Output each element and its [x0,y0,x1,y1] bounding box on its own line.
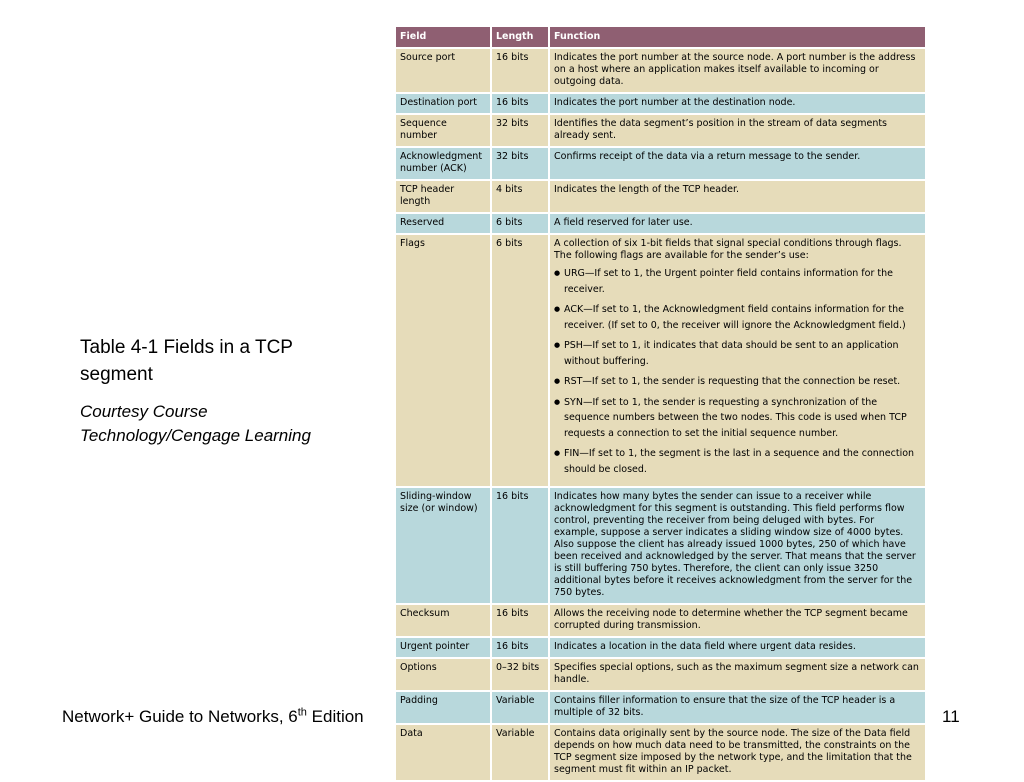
cell-length: 16 bits [492,488,548,603]
caption-credit: Courtesy Course Technology/Cengage Learning [80,402,311,445]
cell-field: Reserved [396,214,490,233]
cell-function: Contains data originally sent by the source node. The size of the Data field depends on how much data need to be transmitted, the constraints on the TCP segment size imposed by the network type, and the limitation that the segment must fit within an IP packet. [550,725,925,780]
flags-intro: A collection of six 1-bit fields that signal special conditions through flags. The following flags are available for the sender’s use: [554,238,902,261]
flag-item: ● URG—If set to 1, the Urgent pointer field contains information for the receiver. [554,266,921,297]
table-row [396,181,925,212]
flag-item: ● SYN—If set to 1, the sender is requesting a synchronization of the sequence numbers between the two nodes. This code is used when TCP requests a connection to set the initial sequence number. [554,395,921,442]
cell-field: Options [396,659,490,690]
table-row [396,638,925,657]
cell-function: Identifies the data segment’s position in the stream of data segments already sent. [550,115,925,146]
cell-function: Contains filler information to ensure that the size of the TCP header is a multiple of 32 bits. [550,692,925,723]
cell-field: Checksum [396,605,490,636]
cell-field: Data [396,725,490,780]
caption-title: Table 4-1 Fields in a TCP segment [80,337,293,385]
cell-length: 32 bits [492,115,548,146]
flag-item: ● ACK—If set to 1, the Acknowledgment field contains information for the receiver. (If set to 0, the receiver will ignore the Acknowledgment field.) [554,302,921,333]
cell-function: Indicates how many bytes the sender can issue to a receiver while acknowledgment for this segment is outstanding. This field performs flow control, preventing the receiver from being deluged with bytes. For example, suppose a server indicates a sliding window size of 4000 bytes. Also suppose the client has already issued 1000 bytes, 250 of which have been received and acknowledged by the server. That means that the server is still buffering 750 bytes. Therefore, the client can only issue 3250 additional bytes before it receives acknowledgment from the server for the 750 bytes. [550,488,925,603]
cell-length: 0–32 bits [492,659,548,690]
table-row [396,148,925,179]
cell-length: Variable [492,725,548,780]
table-row [396,692,925,723]
table-row [396,725,925,780]
cell-length: 16 bits [492,605,548,636]
cell-length: 16 bits [492,638,548,657]
table-row [396,488,925,603]
header-field: Field [396,27,490,47]
footer-title-suffix: Edition [306,707,364,726]
table-row [396,214,925,233]
cell-field: TCP header length [396,181,490,212]
footer-title [62,707,364,727]
table-row [396,659,925,690]
table-row [396,605,925,636]
cell-function [550,235,925,486]
cell-length: 4 bits [492,181,548,212]
footer-title-prefix: Network+ Guide to Networks, 6 [62,707,298,726]
cell-field: Sequence number [396,115,490,146]
header-length: Length [492,27,548,47]
cell-field: Destination port [396,94,490,113]
flag-item: ● FIN—If set to 1, the segment is the last in a sequence and the connection should be closed. [554,446,921,477]
cell-field: Source port [396,49,490,92]
tcp-fields-table [394,25,927,782]
cell-field: Padding [396,692,490,723]
cell-function: A field reserved for later use. [550,214,925,233]
page-number: 11 [942,707,960,726]
table-header-row [396,27,925,47]
cell-length: Variable [492,692,548,723]
header-function: Function [550,27,925,47]
cell-function: Indicates the length of the TCP header. [550,181,925,212]
cell-field: Acknowledgment number (ACK) [396,148,490,179]
table-row [396,115,925,146]
flag-item: ● RST—If set to 1, the sender is requesting that the connection be reset. [554,374,921,390]
cell-field: Sliding-window size (or window) [396,488,490,603]
cell-length: 6 bits [492,235,548,486]
footer-title-sup: th [297,706,307,719]
cell-function: Confirms receipt of the data via a return message to the sender. [550,148,925,179]
table-row [396,235,925,486]
cell-function: Indicates the port number at the source node. A port number is the address on a host where an application makes itself available to incoming or outgoing data. [550,49,925,92]
flag-item: ● PSH—If set to 1, it indicates that data should be sent to an application without buffering. [554,338,921,369]
cell-function: Specifies special options, such as the maximum segment size a network can handle. [550,659,925,690]
cell-length: 16 bits [492,94,548,113]
cell-function: Allows the receiving node to determine whether the TCP segment became corrupted during transmission. [550,605,925,636]
cell-length: 16 bits [492,49,548,92]
cell-function: Indicates a location in the data field where urgent data resides. [550,638,925,657]
table-caption [80,334,370,448]
cell-function: Indicates the port number at the destination node. [550,94,925,113]
cell-field: Urgent pointer [396,638,490,657]
cell-field: Flags [396,235,490,486]
cell-length: 6 bits [492,214,548,233]
table-row [396,49,925,92]
flags-list [554,266,921,477]
table-row [396,94,925,113]
cell-length: 32 bits [492,148,548,179]
